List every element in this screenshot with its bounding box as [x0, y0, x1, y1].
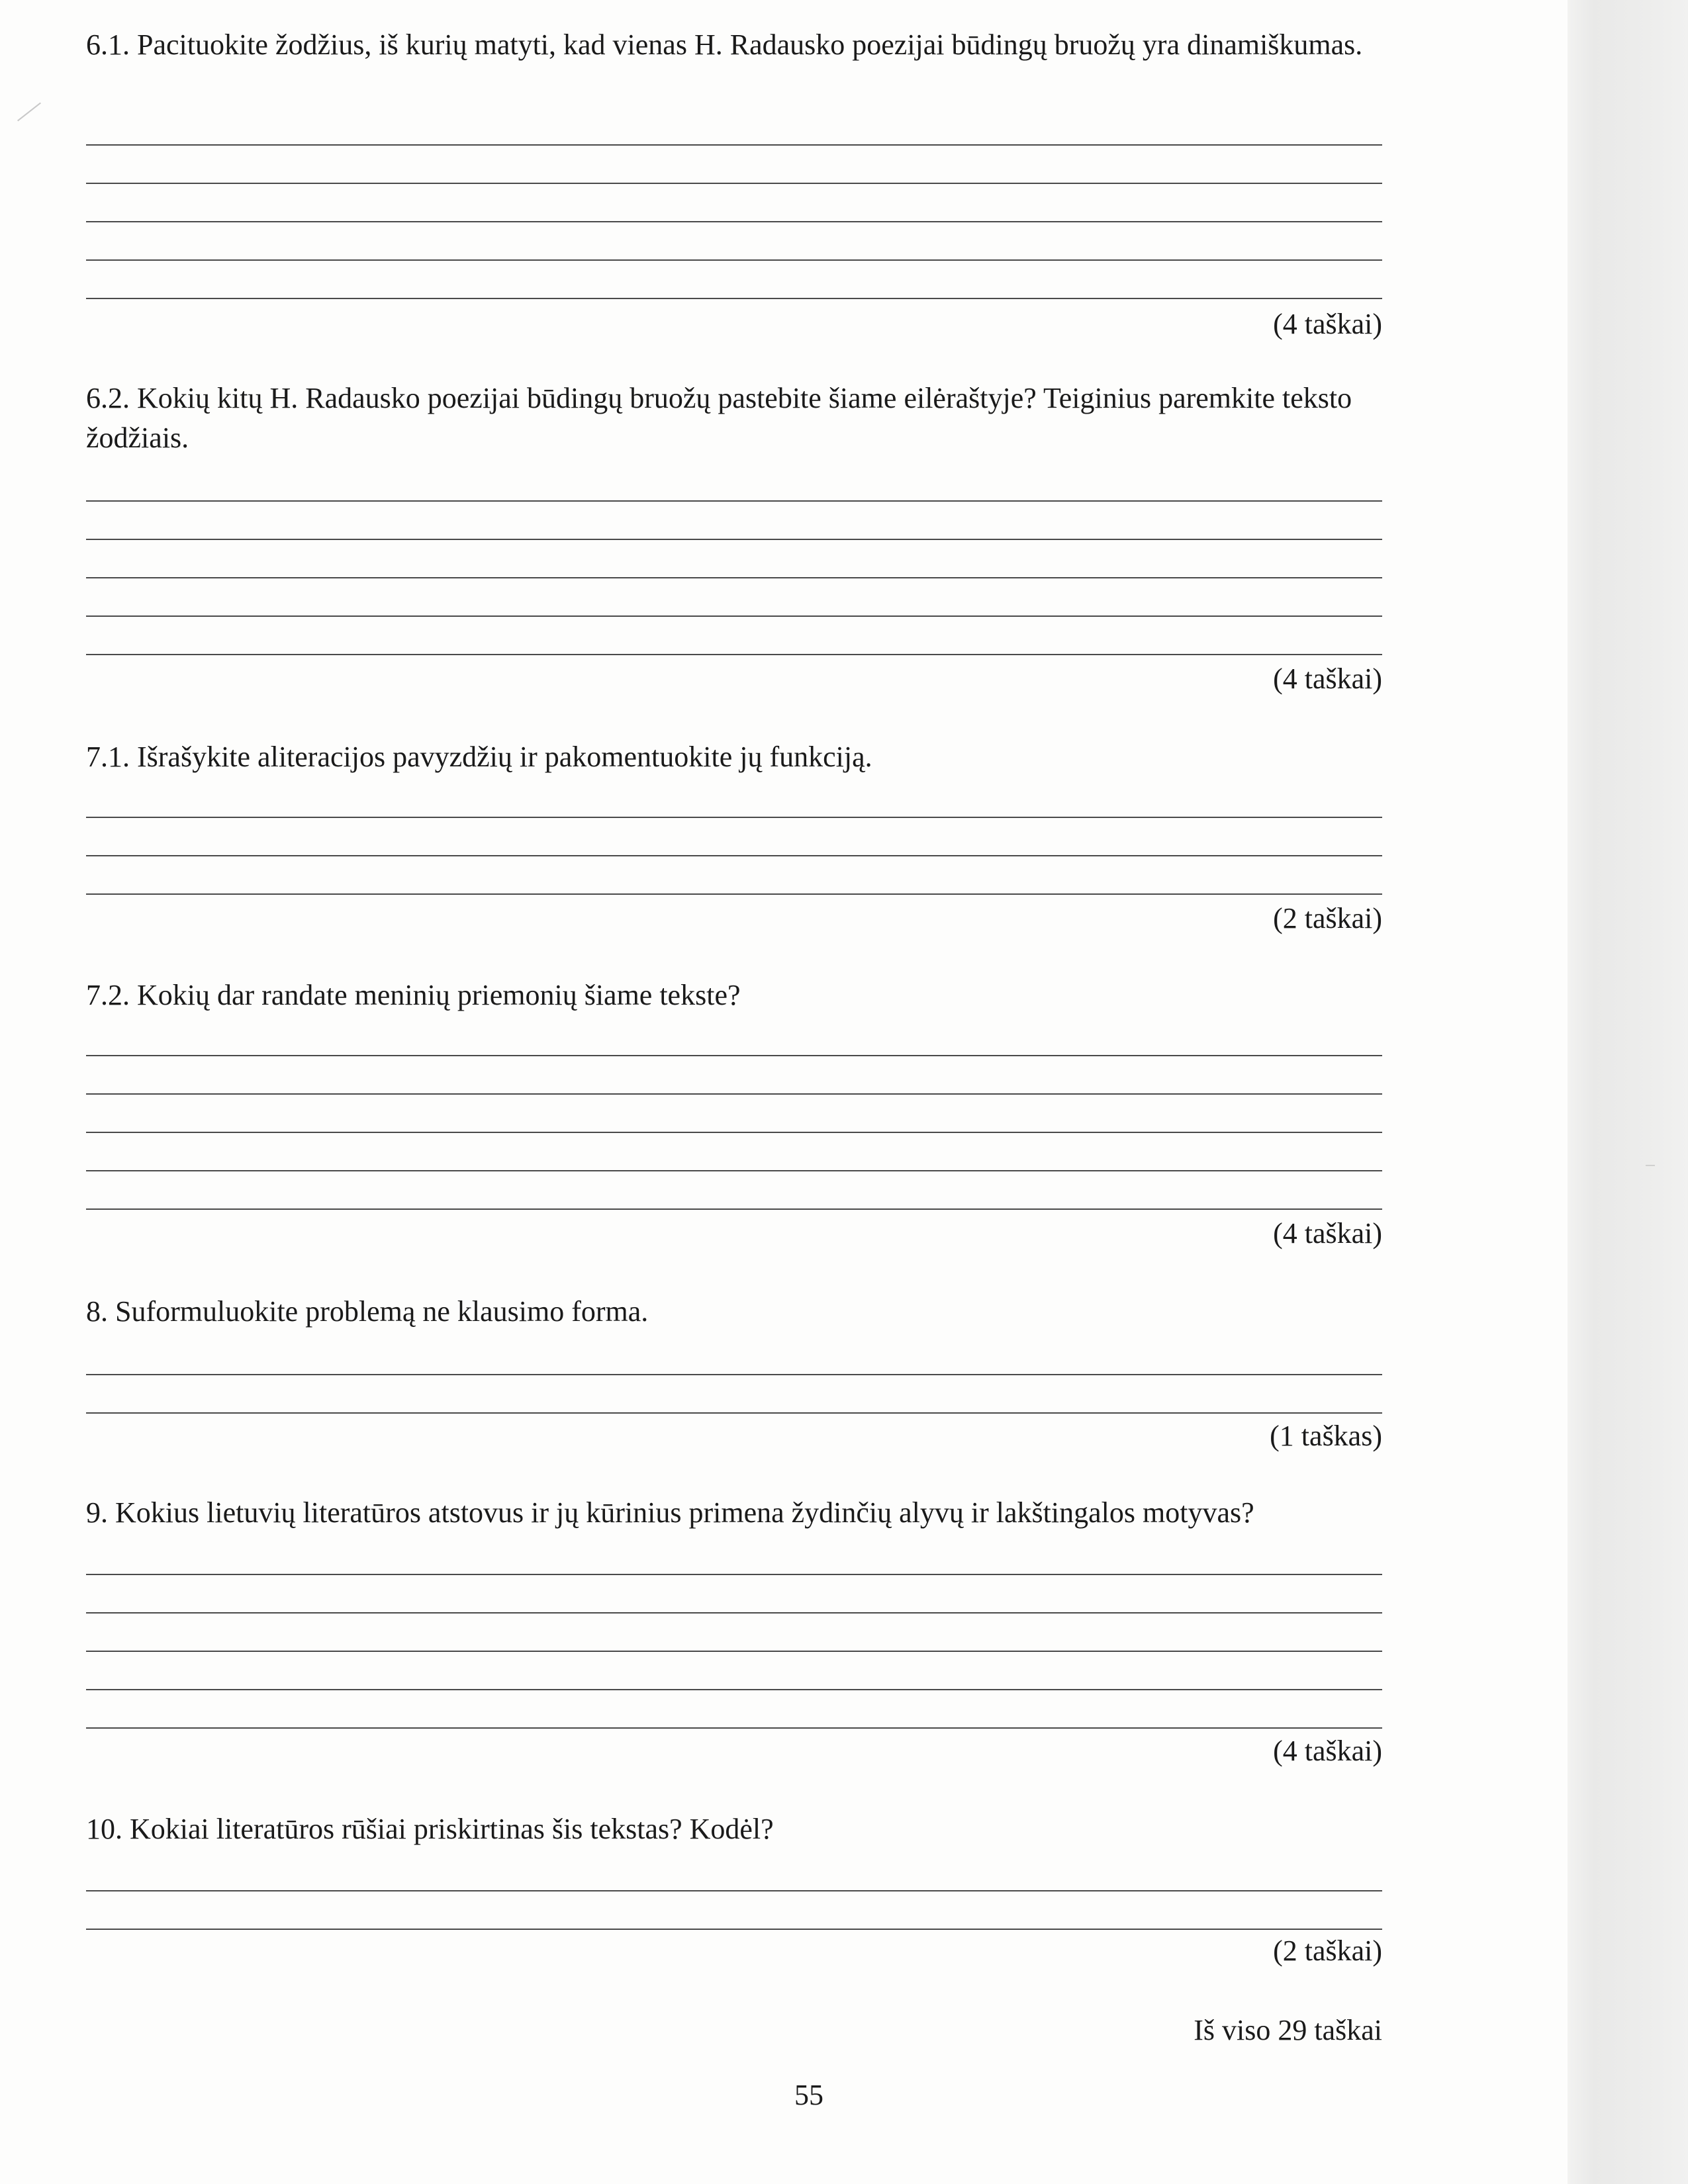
- answer-line[interactable]: [86, 654, 1382, 655]
- answer-line[interactable]: [86, 855, 1382, 856]
- question-6-2-text: 6.2. Kokių kitų H. Radausko poezijai būdingų bruožų pastebite šiame eilėraštyje? Teiginius paremkite teksto žodžiais.: [86, 382, 1352, 454]
- total-points: Iš viso 29 taškai: [1194, 2014, 1382, 2046]
- answer-line[interactable]: [86, 144, 1382, 146]
- answer-lines-6-2: [86, 500, 1382, 692]
- answer-line[interactable]: [86, 817, 1382, 818]
- answer-line[interactable]: [86, 1208, 1382, 1210]
- scan-edge-shadow: [1568, 0, 1688, 2184]
- answer-line[interactable]: [86, 1132, 1382, 1133]
- answer-line[interactable]: [86, 615, 1382, 617]
- answer-line[interactable]: [86, 500, 1382, 502]
- answer-line[interactable]: [86, 1574, 1382, 1575]
- answer-line[interactable]: [86, 1612, 1382, 1614]
- answer-line[interactable]: [86, 1093, 1382, 1095]
- answer-line[interactable]: [86, 1055, 1382, 1056]
- answer-line[interactable]: [86, 298, 1382, 299]
- points-10: (2 taškai): [1273, 1934, 1382, 1967]
- answer-line[interactable]: [86, 539, 1382, 540]
- question-9-text: 9. Kokius lietuvių literatūros atstovus ir jų kūrinius primena žydinčių alyvų ir lakštingalos motyvas?: [86, 1496, 1254, 1529]
- answer-lines-10: [86, 1890, 1382, 1967]
- page-number: 55: [794, 2079, 823, 2111]
- question-7-1-text: 7.1. Išrašykite aliteracijos pavyzdžių ir pakomentuokite jų funkciją.: [86, 741, 872, 773]
- points-6-1: (4 taškai): [1273, 308, 1382, 340]
- scan-edge-tick: [1646, 1165, 1655, 1166]
- answer-lines-9: [86, 1574, 1382, 1766]
- question-8-text: 8. Suformuluokite problemą ne klausimo forma.: [86, 1295, 649, 1328]
- points-8: (1 taškas): [1270, 1420, 1382, 1452]
- answer-line[interactable]: [86, 221, 1382, 222]
- answer-line[interactable]: [86, 259, 1382, 261]
- answer-lines-8: [86, 1374, 1382, 1451]
- answer-line[interactable]: [86, 1929, 1382, 1930]
- answer-line[interactable]: [86, 1412, 1382, 1414]
- answer-line[interactable]: [86, 893, 1382, 895]
- answer-line[interactable]: [86, 1374, 1382, 1375]
- answer-line[interactable]: [86, 577, 1382, 578]
- points-7-1: (2 taškai): [1273, 902, 1382, 934]
- answer-lines-7-2: [86, 1055, 1382, 1247]
- answer-lines-6-1: [86, 144, 1382, 336]
- answer-line[interactable]: [86, 1689, 1382, 1690]
- points-6-2: (4 taškai): [1273, 662, 1382, 695]
- question-7-2-text: 7.2. Kokių dar randate meninių priemonių šiame tekste?: [86, 979, 741, 1011]
- answer-lines-7-1: [86, 817, 1382, 932]
- answer-line[interactable]: [86, 1170, 1382, 1171]
- answer-line[interactable]: [86, 1651, 1382, 1652]
- answer-line[interactable]: [86, 1890, 1382, 1891]
- question-6-1-text: 6.1. Pacituokite žodžius, iš kurių matyti, kad vienas H. Radausko poezijai būdingų bruožų yra dinamiškumas.: [86, 28, 1363, 61]
- question-10-text: 10. Kokiai literatūros rūšiai priskirtinas šis tekstas? Kodėl?: [86, 1813, 774, 1845]
- answer-line[interactable]: [86, 1727, 1382, 1729]
- points-9: (4 taškai): [1273, 1735, 1382, 1767]
- answer-line[interactable]: [86, 183, 1382, 184]
- points-7-2: (4 taškai): [1273, 1217, 1382, 1250]
